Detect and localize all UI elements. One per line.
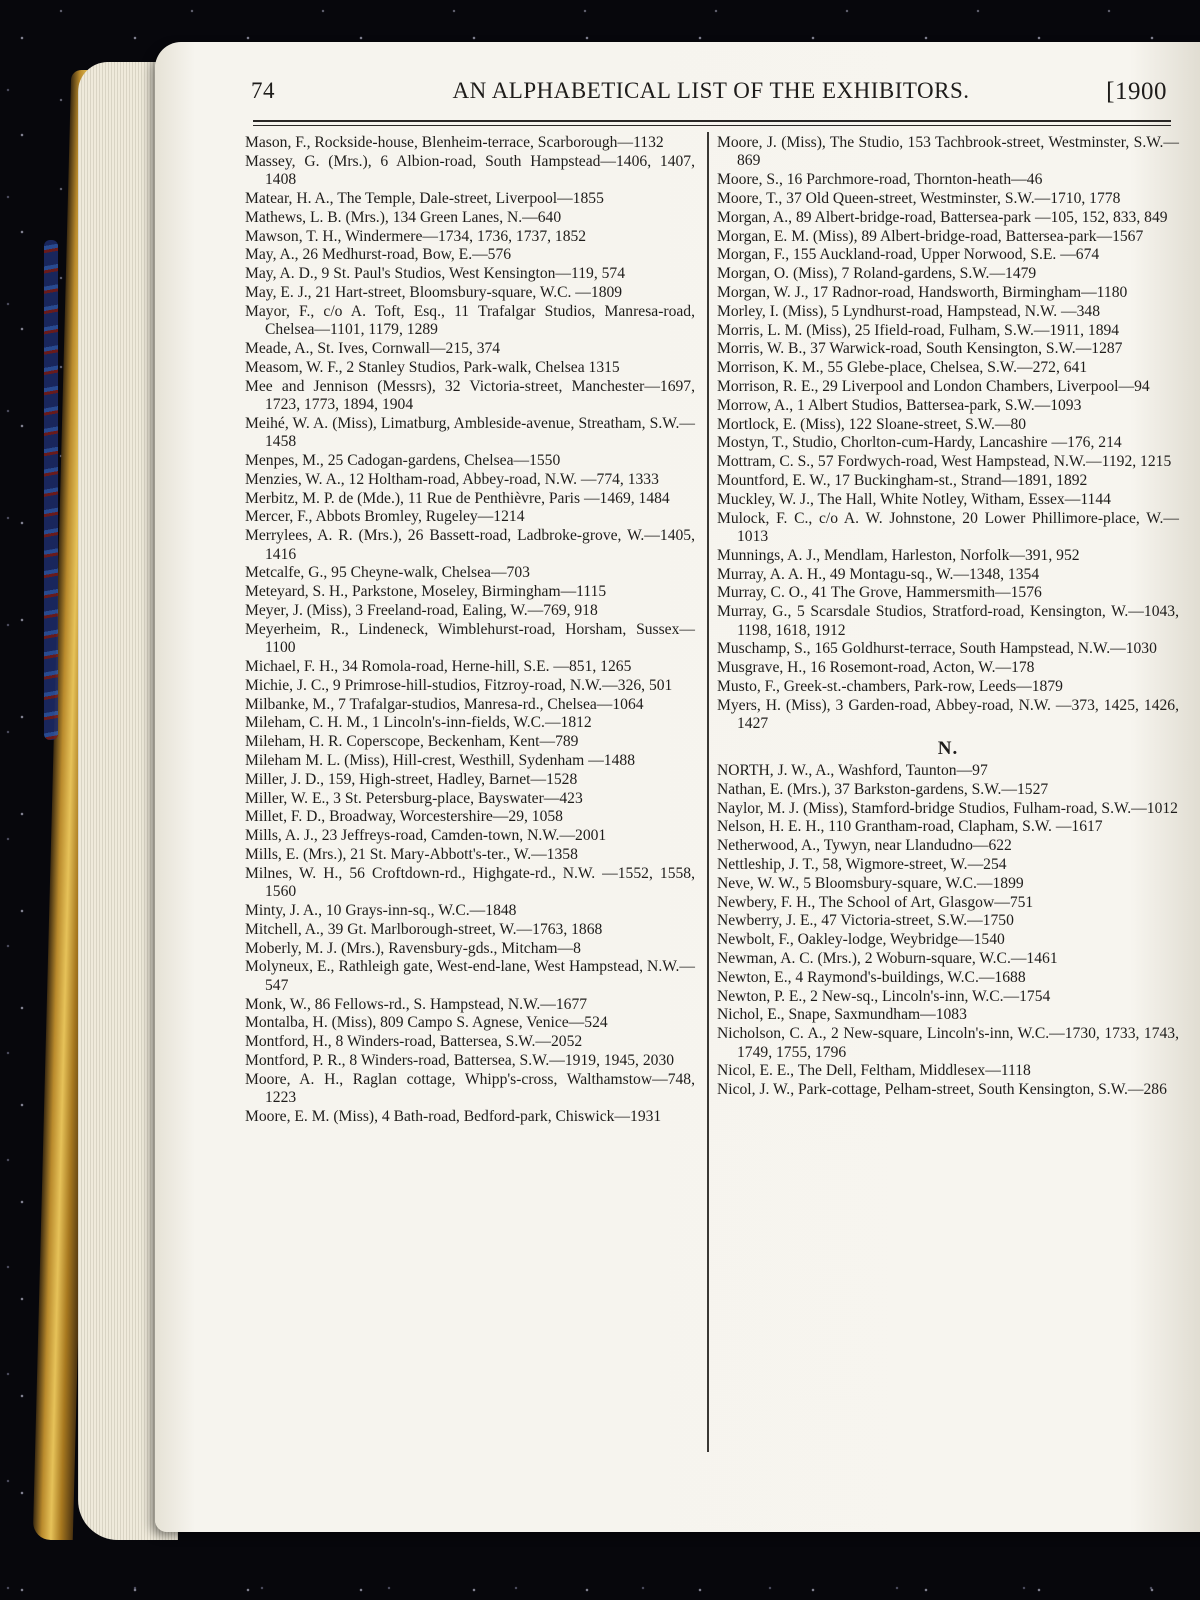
exhibitor-entry: Mathews, L. B. (Mrs.), 134 Green Lanes, N.—640 bbox=[245, 208, 562, 226]
exhibitor-entry: Naylor, M. J. (Miss), Stamford-bridge Studios, Fulham-road, S.W.—1012 bbox=[717, 799, 1178, 817]
exhibitor-entry: Newbery, F. H., The School of Art, Glasgow—751 bbox=[717, 893, 1034, 911]
exhibitor-entry: Moore, S., 16 Parchmore-road, Thornton-heath—46 bbox=[717, 171, 1043, 189]
right-column bbox=[717, 134, 1179, 1100]
exhibitor-entry: Newton, P. E., 2 New-sq., Lincoln's-inn, W.C.—1754 bbox=[717, 987, 1051, 1005]
exhibitor-entry: Mottram, C. S., 57 Fordwych-road, West Hampstead, N.W.—1192, 1215 bbox=[717, 453, 1172, 471]
exhibitor-entry: Newman, A. C. (Mrs.), 2 Woburn-square, W.C.—1461 bbox=[717, 949, 1058, 967]
exhibitor-entry: Mills, A. J., 23 Jeffreys-road, Camden-town, N.W.—2001 bbox=[245, 827, 607, 845]
column-divider bbox=[707, 132, 709, 1452]
exhibitor-entry: Montalba, H. (Miss), 809 Campo S. Agnese, Venice—524 bbox=[245, 1014, 608, 1032]
exhibitor-entry: Newbolt, F., Oakley-lodge, Weybridge—1540 bbox=[717, 931, 1005, 949]
exhibitor-entry: Nicholson, C. A., 2 New-square, Lincoln's-inn, W.C.—1730, 1733, 1743, 1749, 1755, 1796 bbox=[717, 1025, 1179, 1061]
exhibitor-entry: Moore, E. M. (Miss), 4 Bath-road, Bedford-park, Chiswick—1931 bbox=[245, 1107, 662, 1125]
exhibitor-entry: Murray, G., 5 Scarsdale Studios, Stratford-road, Kensington, W.—1043, 1198, 1618, 1912 bbox=[717, 603, 1179, 639]
exhibitor-entry: Measom, W. F., 2 Stanley Studios, Park-walk, Chelsea 1315 bbox=[245, 358, 620, 376]
exhibitor-entry: Nicol, E. E., The Dell, Feltham, Middlesex—1118 bbox=[717, 1062, 1031, 1080]
exhibitor-entry: Morrison, R. E., 29 Liverpool and London Chambers, Liverpool—94 bbox=[717, 377, 1150, 395]
exhibitor-entry: Mitchell, A., 39 Gt. Marlborough-street, W.—1763, 1868 bbox=[245, 920, 603, 938]
exhibitor-entry: Meade, A., St. Ives, Cornwall—215, 374 bbox=[245, 339, 501, 357]
exhibitor-entry: Mayor, F., c/o A. Toft, Esq., 11 Trafalgar Studios, Manresa-road, Chelsea—1101, 1179, 1289 bbox=[245, 302, 695, 339]
exhibitor-entry: Nathan, E. (Mrs.), 37 Barkston-gardens, S.W.—1527 bbox=[717, 780, 1049, 798]
exhibitor-entry: Mercer, F., Abbots Bromley, Rugeley—1214 bbox=[245, 508, 525, 526]
m-entries bbox=[717, 134, 1179, 734]
exhibitor-entry: Morgan, W. J., 17 Radnor-road, Handsworth, Birmingham—1180 bbox=[717, 283, 1128, 301]
exhibitor-entry: Minty, J. A., 10 Grays-inn-sq., W.C.—1848 bbox=[245, 901, 517, 919]
exhibitor-entry: Newton, E., 4 Raymond's-buildings, W.C.—1688 bbox=[717, 968, 1026, 986]
exhibitor-entry: Muckley, W. J., The Hall, White Notley, Witham, Essex—1144 bbox=[717, 490, 1111, 508]
exhibitor-entry: Newberry, J. E., 47 Victoria-street, S.W.—1750 bbox=[717, 912, 1014, 930]
marbled-edge bbox=[44, 240, 58, 740]
exhibitor-entry: Meyerheim, R., Lindeneck, Wimblehurst-road, Horsham, Sussex—1100 bbox=[245, 620, 695, 657]
exhibitor-entry: Murray, A. A. H., 49 Montagu-sq., W.—1348, 1354 bbox=[717, 565, 1040, 583]
exhibitor-entry: Mawson, T. H., Windermere—1734, 1736, 1737, 1852 bbox=[245, 227, 587, 245]
exhibitor-entry: Milbanke, M., 7 Trafalgar-studios, Manresa-rd., Chelsea—1064 bbox=[245, 695, 644, 713]
exhibitor-entry: Mee and Jennison (Messrs), 32 Victoria-street, Manchester—1697, 1723, 1773, 1894, 1904 bbox=[245, 377, 695, 413]
exhibitor-entry: Mulock, F. C., c/o A. W. Johnstone, 20 Lower Phillimore-place, W.—1013 bbox=[717, 509, 1179, 545]
exhibitor-entry: Morgan, A., 89 Albert-bridge-road, Battersea-park —105, 152, 833, 849 bbox=[717, 208, 1168, 226]
exhibitor-entry: Mileham, H. R. Coperscope, Beckenham, Kent—789 bbox=[245, 733, 579, 751]
exhibitor-entry: Morris, W. B., 37 Warwick-road, South Kensington, S.W.—1287 bbox=[717, 340, 1123, 358]
exhibitor-entry: Mostyn, T., Studio, Chorlton-cum-Hardy, Lancashire —176, 214 bbox=[717, 434, 1122, 452]
page-number: 74 bbox=[251, 78, 275, 103]
section-heading-n: N. bbox=[937, 737, 959, 759]
page-year: [1900 bbox=[1106, 78, 1167, 105]
exhibitor-entry: Murray, C. O., 41 The Grove, Hammersmith—1576 bbox=[717, 584, 1042, 602]
exhibitor-entry: Merrylees, A. R. (Mrs.), 26 Bassett-road, Ladbroke-grove, W.—1405, 1416 bbox=[245, 527, 695, 563]
exhibitor-entry: Meyer, J. (Miss), 3 Freeland-road, Ealing, W.—769, 918 bbox=[245, 601, 598, 619]
exhibitor-entry: Morrow, A., 1 Albert Studios, Battersea-park, S.W.—1093 bbox=[717, 396, 1082, 414]
exhibitor-entry: Moore, A. H., Raglan cottage, Whipp's-cross, Walthamstow—748, 1223 bbox=[245, 1070, 695, 1107]
exhibitor-entry: Morrison, K. M., 55 Glebe-place, Chelsea, S.W.—272, 641 bbox=[717, 359, 1088, 377]
exhibitor-entry: Merbitz, M. P. de (Mde.), 11 Rue de Penthièvre, Paris —1469, 1484 bbox=[245, 489, 670, 507]
exhibitor-entry: Miller, J. D., 159, High-street, Hadley, Barnet—1528 bbox=[245, 770, 578, 788]
exhibitor-entry: Mason, F., Rockside-house, Blenheim-terrace, Scarborough—1132 bbox=[245, 134, 664, 151]
exhibitor-entry: Morgan, F., 155 Auckland-road, Upper Norwood, S.E. —674 bbox=[717, 246, 1100, 264]
exhibitor-entry: Netherwood, A., Tywyn, near Llandudno—622 bbox=[717, 837, 1012, 855]
running-header bbox=[251, 78, 1171, 114]
exhibitor-entry: Mountford, E. W., 17 Buckingham-st., Strand—1891, 1892 bbox=[717, 471, 1088, 489]
exhibitor-entry: Nichol, E., Snape, Saxmundham—1083 bbox=[717, 1006, 967, 1024]
exhibitor-entry: Montford, P. R., 8 Winders-road, Battersea, S.W.—1919, 1945, 2030 bbox=[245, 1051, 675, 1069]
exhibitor-entry: Montford, H., 8 Winders-road, Battersea, S.W.—2052 bbox=[245, 1033, 583, 1051]
exhibitor-entry: Morris, L. M. (Miss), 25 Ifield-road, Fulham, S.W.—1911, 1894 bbox=[717, 321, 1120, 339]
exhibitor-entry: Meihé, W. A. (Miss), Limatburg, Ambleside-avenue, Streatham, S.W.—1458 bbox=[245, 414, 695, 451]
header-rule bbox=[253, 120, 1171, 122]
exhibitor-entry: Meteyard, S. H., Parkstone, Moseley, Birmingham—1115 bbox=[245, 583, 607, 601]
exhibitor-entry: Musto, F., Greek-st.-chambers, Park-row, Leeds—1879 bbox=[717, 677, 1063, 695]
exhibitor-entry: Munnings, A. J., Mendlam, Harleston, Norfolk—391, 952 bbox=[717, 546, 1080, 564]
exhibitor-entry: Metcalfe, G., 95 Cheyne-walk, Chelsea—703 bbox=[245, 564, 530, 582]
exhibitor-entry: Millet, F. D., Broadway, Worcestershire—29, 1058 bbox=[245, 808, 563, 826]
exhibitor-entry: Mortlock, E. (Miss), 122 Sloane-street, S.W.—80 bbox=[717, 415, 1027, 433]
exhibitor-entry: Mileham M. L. (Miss), Hill-crest, Westhill, Sydenham —1488 bbox=[245, 751, 635, 769]
exhibitor-entry: Menpes, M., 25 Cadogan-gardens, Chelsea—1550 bbox=[245, 451, 561, 469]
header-rule-thin bbox=[253, 125, 1171, 126]
exhibitor-entry: May, A. D., 9 St. Paul's Studios, West Kensington—119, 574 bbox=[245, 265, 626, 283]
exhibitor-entry: Menzies, W. A., 12 Holtham-road, Abbey-road, N.W. —774, 1333 bbox=[245, 470, 659, 488]
exhibitor-entry: Monk, W., 86 Fellows-rd., S. Hampstead, N.W.—1677 bbox=[245, 995, 588, 1013]
page-title: AN ALPHABETICAL LIST OF THE EXHIBITORS. bbox=[452, 78, 970, 103]
exhibitor-entry: Moore, T., 37 Old Queen-street, Westminster, S.W.—1710, 1778 bbox=[717, 190, 1121, 207]
exhibitor-entry: Moberly, M. J. (Mrs.), Ravensbury-gds., Mitcham—8 bbox=[245, 939, 581, 957]
exhibitor-entry: Milnes, W. H., 56 Croftdown-rd., Highgate-rd., N.W. —1552, 1558, 1560 bbox=[245, 864, 695, 901]
exhibitor-entry: Neve, W. W., 5 Bloomsbury-square, W.C.—1899 bbox=[717, 874, 1024, 892]
exhibitor-entry: NORTH, J. W., A., Washford, Taunton—97 bbox=[717, 761, 988, 779]
exhibitor-entry: Nicol, J. W., Park-cottage, Pelham-street, South Kensington, S.W.—286 bbox=[717, 1081, 1167, 1099]
left-column bbox=[245, 134, 695, 1126]
exhibitor-entry: Muschamp, S., 165 Goldhurst-terrace, South Hampstead, N.W.—1030 bbox=[717, 640, 1157, 658]
exhibitor-entry: Matear, H. A., The Temple, Dale-street, Liverpool—1855 bbox=[245, 190, 604, 207]
exhibitor-entry: Michie, J. C., 9 Primrose-hill-studios, Fitzroy-road, N.W.—326, 501 bbox=[245, 676, 673, 694]
book-page bbox=[155, 42, 1200, 1532]
exhibitor-entry: Morgan, E. M. (Miss), 89 Albert-bridge-road, Battersea-park—1567 bbox=[717, 227, 1144, 245]
exhibitor-entry: Massey, G. (Mrs.), 6 Albion-road, South Hampstead—1406, 1407, 1408 bbox=[245, 152, 695, 189]
exhibitor-entry: Musgrave, H., 16 Rosemont-road, Acton, W.—178 bbox=[717, 659, 1035, 677]
exhibitor-entry: Mileham, C. H. M., 1 Lincoln's-inn-fields, W.C.—1812 bbox=[245, 714, 592, 732]
exhibitor-entry: Nettleship, J. T., 58, Wigmore-street, W.—254 bbox=[717, 855, 1007, 873]
exhibitor-entry: Morley, I. (Miss), 5 Lyndhurst-road, Hampstead, N.W. —348 bbox=[717, 302, 1101, 320]
exhibitor-entry: Myers, H. (Miss), 3 Garden-road, Abbey-road, N.W. —373, 1425, 1426, 1427 bbox=[717, 696, 1179, 733]
exhibitor-entry: Mills, E. (Mrs.), 21 St. Mary-Abbott's-ter., W.—1358 bbox=[245, 845, 578, 863]
exhibitor-entry: Moore, J. (Miss), The Studio, 153 Tachbrook-street, Westminster, S.W.—869 bbox=[717, 134, 1179, 170]
exhibitor-entry: May, A., 26 Medhurst-road, Bow, E.—576 bbox=[245, 246, 512, 264]
exhibitor-entry: Nelson, H. E. H., 110 Grantham-road, Clapham, S.W. —1617 bbox=[717, 818, 1103, 836]
exhibitor-entry: Molyneux, E., Rathleigh gate, West-end-lane, West Hampstead, N.W.—547 bbox=[245, 958, 695, 994]
n-entries bbox=[717, 762, 1179, 1100]
exhibitor-entry: May, E. J., 21 Hart-street, Bloomsbury-square, W.C. —1809 bbox=[245, 283, 623, 301]
exhibitor-entry: Michael, F. H., 34 Romola-road, Herne-hill, S.E. —851, 1265 bbox=[245, 657, 632, 675]
exhibitor-entry: Miller, W. E., 3 St. Petersburg-place, Bayswater—423 bbox=[245, 789, 583, 807]
exhibitor-entry: Morgan, O. (Miss), 7 Roland-gardens, S.W.—1479 bbox=[717, 265, 1037, 283]
